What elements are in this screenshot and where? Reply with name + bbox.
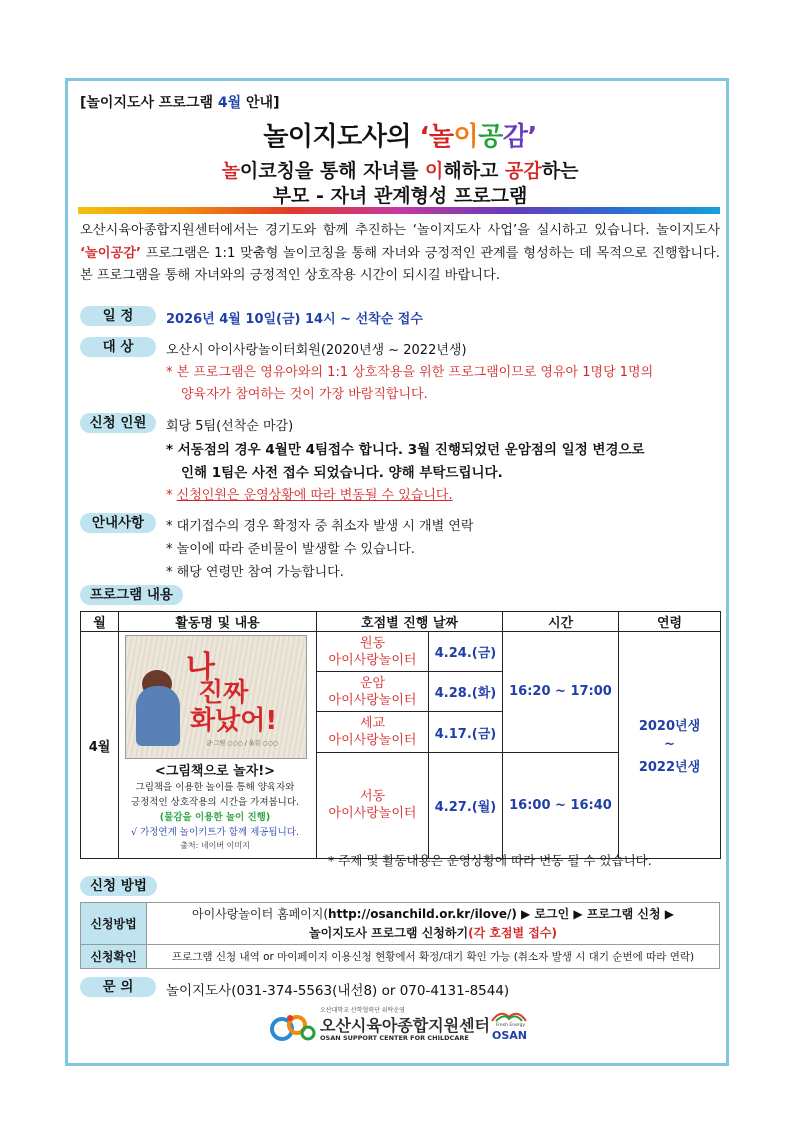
footer-org-kr: 오산시육아종합지원센터 [320,1016,491,1035]
notice-item-1: * 대기접수의 경우 확정자 중 취소자 발생 시 개별 연락 [166,519,474,534]
date-unam: 4.28.(화) [429,672,503,712]
notice-header: [놀이지도사 프로그램 4월 안내] [80,95,280,111]
homepage-link[interactable]: http://osanchild.or.kr/ilove/ [328,906,512,921]
footer-org-en: OSAN SUPPORT CENTER FOR CHILDCARE [320,1034,469,1042]
time-cell-1: 16:20 ~ 17:00 [503,632,619,753]
book-desc-1: 그림책을 이용한 놀이를 통해 양육자와 [135,782,295,793]
age-cell: 2020년생 ~ 2022년생 [619,632,721,859]
month-cell: 4월 [81,632,119,859]
apply-confirm-value: 프로그램 신청 내역 or 마이페이지 이용신청 현황에서 확정/대기 확인 가능 (취소자 발생 시 대기 순번에 따라 연락) [147,945,720,969]
date-seodong: 4.27.(월) [429,752,503,858]
book-title-b: 진짜 [198,678,249,708]
notice-item-3: * 해당 연령만 참여 가능합니다. [166,565,344,580]
apply-method-value: 아이사랑놀이터 홈페이지(http://osanchild.or.kr/ilove/) ▶ 로그인 ▶ 프로그램 신청 ▶ 놀이지도사 프로그램 신청하기(각 호점별 접수) [147,903,720,945]
capacity-note-3: * 신청인원은 운영상황에 따라 변동될 수 있습니다. [166,488,453,503]
center-logo [270,1003,550,1047]
page-title: 놀이지도사의 ‘놀이공감’ [263,122,537,152]
book-desc-2: 긍정적인 상호작용의 시간을 가져봅니다. [130,797,300,808]
program-footnote: * 주제 및 활동내용은 운영상황에 따라 변동 될 수 있습니다. [328,853,652,868]
apply-section-label: 신청 방법 [80,876,157,896]
capacity-note-2: 인해 1팀은 사전 접수 되었습니다. 양해 부탁드립니다. [181,465,503,481]
col-header-time: 시간 [503,612,619,632]
target-note-1: * 본 프로그램은 영유아와의 1:1 상호작용을 위한 프로그램이므로 영유아 1명당 1명의 [166,365,654,380]
osan-city-logo-icon [490,1009,528,1023]
city-small-text: Fresh Energy [496,1023,526,1028]
notice-label: 안내사항 [80,513,156,533]
rainbow-divider [78,207,720,214]
book-title-a: 나 [186,650,215,685]
apply-method-label: 신청방법 [81,903,147,945]
page-subtitle: 놀이코칭을 통해 자녀를 이해하고 공감하는 [221,160,579,182]
image-source: 출처: 네이버 이미지 [180,841,250,850]
target-note-2: 양육자가 참여하는 것이 가장 바람직합니다. [181,387,428,402]
book-authors: 글·그림 ○○○ / 옮김 ○○○ [206,740,278,747]
branch-seodong: 서동 아이사랑놀이터 [317,752,429,858]
book-caption: <그림책으로 놀자!> [154,764,276,779]
schedule-value: 2026년 4월 10일(금) 14시 ~ 선착순 접수 [166,312,423,327]
book-desc-3: (물감을 이용한 놀이 진행) [159,812,271,823]
col-header-branch-date: 호점별 진행 날짜 [317,612,503,632]
target-label: 대 상 [80,337,156,357]
page-subtitle-2: 부모 - 자녀 관계형성 프로그램 [272,185,528,207]
col-header-activity: 활동명 및 내용 [119,612,317,632]
book-title-c: 화났어! [190,706,278,736]
capacity-note-1: * 서동점의 경우 4월만 4팀접수 합니다. 3월 진행되었던 운암점의 일정 변경으로 [166,442,645,458]
col-header-month: 월 [81,612,119,632]
target-value: 오산시 아이사랑놀이터회원(2020년생 ~ 2022년생) [166,343,467,358]
contact-label: 문 의 [80,977,156,997]
notice-item-2: * 놀이에 따라 준비물이 발생할 수 있습니다. [166,542,415,557]
date-segyo: 4.17.(금) [429,712,503,752]
time-cell-2: 16:00 ~ 16:40 [503,752,619,858]
capacity-label: 신청 인원 [80,413,156,433]
apply-confirm-label: 신청확인 [81,945,147,969]
program-table [80,611,721,859]
center-logo-icon [270,1011,316,1045]
col-header-age: 연령 [619,612,721,632]
branch-wondong: 원동 아이사랑놀이터 [317,632,429,672]
program-section-label: 프로그램 내용 [80,585,183,605]
footer-tagline: 오산대학교 산학협력단 위탁운영 [320,1007,405,1014]
book-desc-4: √ 가정연계 놀이키트가 함께 제공됩니다. [131,827,299,838]
book-cover-image [125,635,307,759]
intro-paragraph: 오산시육아종합지원센터에서는 경기도와 함께 추진하는 ‘놀이지도사 사업’을 실시하고 있습니다. 놀이지도사 ‘놀이공감’ 프로그램은 1:1 맞춤형 놀이코칭을 통해 자녀와 긍정적인 관계를 형성하는 데 목적으로 진행합니다. 본 프로그램을 통해 자녀와의 긍정적인 상호작용 시간이 되시길 바랍니다. [80,223,720,283]
apply-table [80,902,720,969]
contact-value: 놀이지도사(031-374-5563(내선8) or 070-4131-8544) [166,983,510,999]
activity-cell [119,632,317,859]
branch-unam: 운암 아이사랑놀이터 [317,672,429,712]
branch-segyo: 세교 아이사랑놀이터 [317,712,429,752]
city-name: OSAN [492,1029,527,1042]
date-wondong: 4.24.(금) [429,632,503,672]
schedule-label: 일 정 [80,306,156,326]
capacity-value: 회당 5팀(선착순 마감) [166,419,294,434]
